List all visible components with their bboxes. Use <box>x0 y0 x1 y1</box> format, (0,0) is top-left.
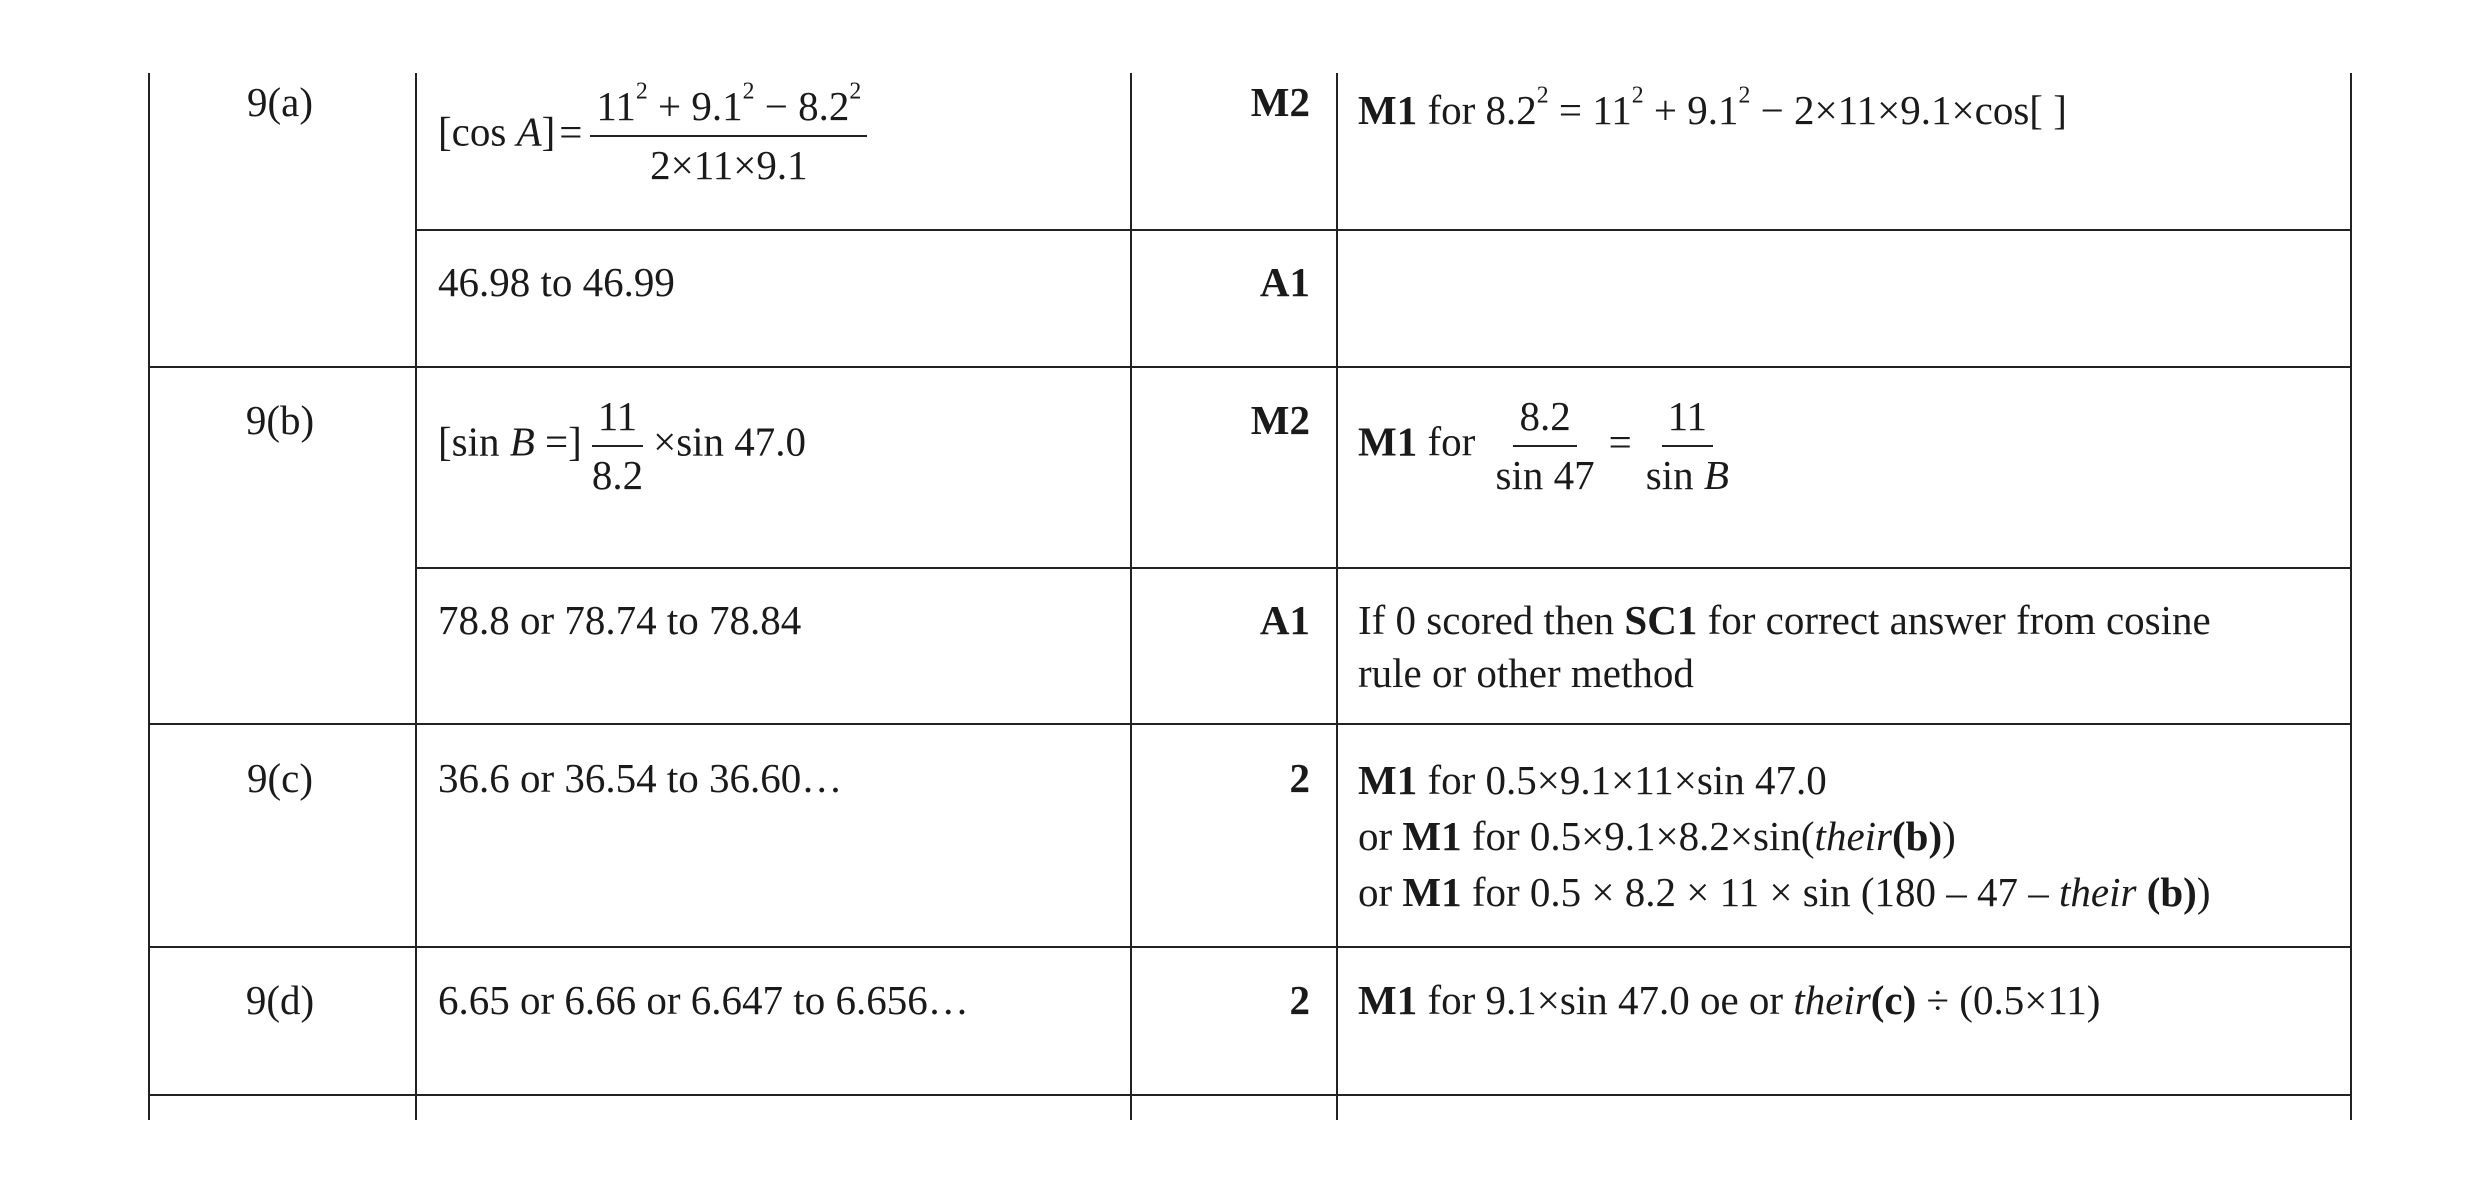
row-divider-9d-end <box>148 1094 2352 1096</box>
equals-sign: = <box>559 108 583 155</box>
answer-bracket-close: ] <box>541 108 556 155</box>
question-number: 9(b) <box>245 397 315 443</box>
guidance-sc1: If 0 scored then SC1 for correct answer from cosine rule or other method <box>1358 597 2211 697</box>
row-divider-9a-inner <box>415 229 2352 231</box>
answer-value: 36.6 or 36.54 to 36.60… <box>438 755 843 801</box>
row-divider-9a-9b <box>148 366 2352 368</box>
mark-code: A1 <box>1259 597 1310 643</box>
sin-fraction: $\frac{11}{8.2}$ <box>591 393 644 499</box>
fraction-denominator: 2×11×9.1 <box>650 142 808 189</box>
row-divider-9c-9d <box>148 946 2352 948</box>
question-number: 9(a) <box>246 79 313 125</box>
mark-code: A1 <box>1259 259 1310 305</box>
fraction-numerator: $11^2 + 9.1^2 - 8.2^2$ <box>590 84 867 137</box>
answer-cos-formula <box>438 78 871 189</box>
answer-var: A <box>516 108 542 155</box>
question-number: 9(d) <box>245 977 315 1023</box>
mark-code: 2 <box>1289 755 1310 801</box>
question-number: 9(c) <box>246 755 313 801</box>
mark-code: M2 <box>1250 397 1310 443</box>
table-border-left <box>148 73 150 1120</box>
guidance-9b: M1 for $\frac{8.2}{\sin 47}$ = $\frac{11}{\text{sin B}}$ <box>1358 393 1729 499</box>
row-divider-9b-inner <box>415 567 2352 569</box>
mark-code: 2 <box>1289 977 1310 1023</box>
guidance-9c: M1 for 0.5×9.1×11×sin 47.0 or M1 for 0.5×9.1×8.2×sin(their(b)) or M1 for 0.5 × 8.2 × 11 × sin (180 – 47 – their (b)) <box>1358 757 2211 915</box>
mark-code: M2 <box>1250 79 1310 125</box>
guidance-9a: M1 for $8.2^2 = 11^2 + 9.1^2 - 2\times 11\times 9.1\times\cos$[ ] <box>1358 82 2067 133</box>
cos-fraction <box>590 78 867 189</box>
answer-value: 46.98 to 46.99 <box>438 259 675 305</box>
guidance-9d: M1 for 9.1×sin 47.0 oe or their(c) ÷ (0.5×11) <box>1358 977 2101 1023</box>
answer-sin-formula: [sin B =] $\frac{11}{8.2}$ ×sin 47.0 <box>438 393 807 499</box>
answer-value: 6.65 or 6.66 or 6.647 to 6.656… <box>438 977 969 1023</box>
answer-value: 78.8 or 78.74 to 78.84 <box>438 597 802 643</box>
answer-bracket-open: [cos <box>438 108 517 155</box>
row-divider-9b-9c <box>148 723 2352 725</box>
